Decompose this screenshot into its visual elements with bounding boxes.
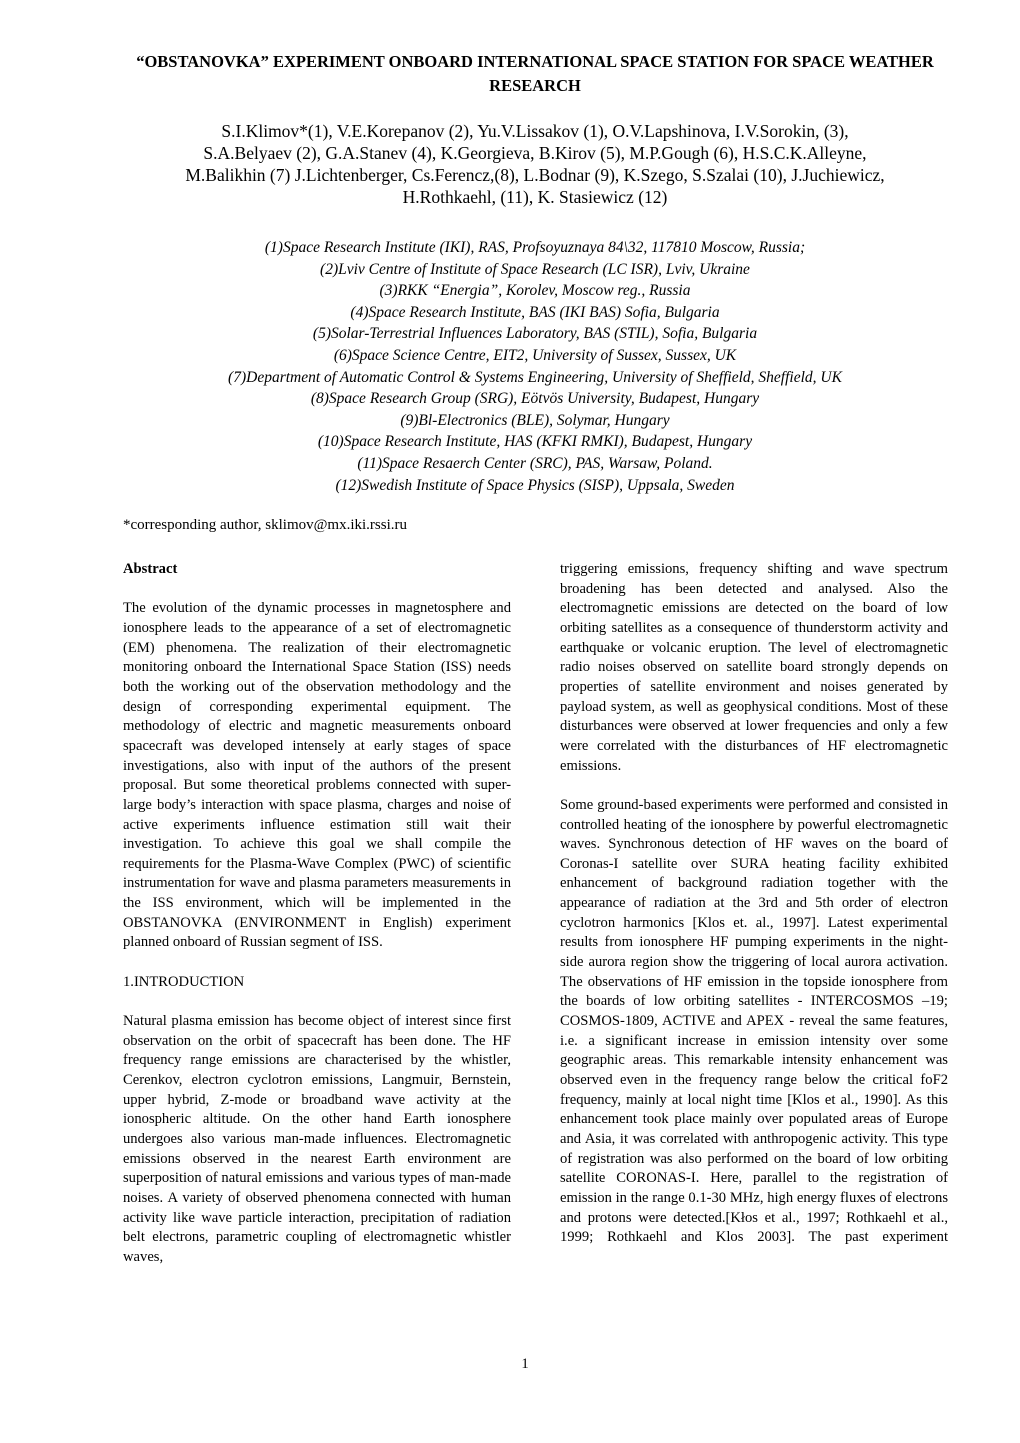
page-number: 1	[521, 1356, 529, 1372]
corresponding-author: *corresponding author, sklimov@mx.iki.rssi.ru	[123, 517, 408, 533]
affiliation-list	[100, 237, 970, 496]
affiliation: (6)Space Science Centre, EIT2, University of Sussex, Sussex, UK	[333, 346, 737, 364]
author-line: S.I.Klimov*(1), V.E.Korepanov (2), Yu.V.Lissakov (1), O.V.Lapshinova, I.V.Sorokin, (3),	[221, 121, 849, 141]
paragraph: triggering emissions, frequency shifting and wave spectrum broadening has been detected and analysed. Also the electromagnetic emissions are detected on the board of low orbiting satellites as a consequence of thunderstorm activity and earthquake or volcanic eruption. The level of electromagnetic radio noises observed on satellite board strongly depends on properties of satellite environment and noises generated by payload system, as well as geophysical conditions. Most of these disturbances were observed at lower frequencies and only a few were correlated with the disturbances of HF electromagnetic emissions.	[560, 561, 948, 774]
affiliation: (8)Space Research Group (SRG), Eötvös University, Budapest, Hungary	[310, 390, 760, 408]
author-line: M.Balikhin (7) J.Lichtenberger, Cs.Ferencz,(8), L.Bodnar (9), K.Szego, S.Szalai (10), J.Juchiewicz,	[185, 165, 885, 185]
abstract-heading: Abstract	[123, 561, 178, 577]
affiliation: (11)Space Resaerch Center (SRC), PAS, Warsaw, Poland.	[357, 454, 713, 472]
affiliation: (7)Department of Automatic Control & Systems Engineering, University of Sheffield, Sheffield, UK	[228, 368, 842, 386]
affiliation: (10)Space Research Institute, HAS (KFKI RMKI), Budapest, Hungary	[317, 433, 753, 451]
affiliation: (1)Space Research Institute (IKI), RAS, Profsoyuznaya 84\32, 117810 Moscow, Russia;	[264, 239, 806, 256]
affiliation: (12)Swedish Institute of Space Physics (SISP), Uppsala, Sweden	[335, 476, 735, 494]
left-column	[123, 560, 511, 1287]
affiliation: (2)Lviv Centre of Institute of Space Research (LC ISR), Lviv, Ukraine	[320, 260, 750, 278]
affiliation: (9)Bl-Electronics (BLE), Solymar, Hungary	[400, 411, 670, 429]
introduction-heading: 1.INTRODUCTION	[123, 973, 245, 990]
abstract-text: The evolution of the dynamic processes in magnetosphere and ionosphere leads to the appearance of a set of electromagnetic (EM) phenomena. The realization of their electromagnetic monitoring onboard the International Space Station (ISS) needs both the working out of the observation methodology and the design of corresponding experimental equipment. The methodology of electric and magnetic measurements onboard spacecraft was developed intensely at early stages of space investigations, also with input of the authors of the present proposal. But some theoretical problems connected with super-large body’s interaction with space plasma, charges and noise of active experiments influence estimation still wait their investigation. To achieve this goal we shall compile the requirements for the Plasma-Wave Complex (PWC) of scientific instrumentation for wave and plasma parameters measurements in the ISS environment, which will be implemented in the OBSTANOVKA (ENVIRONMENT in English) experiment planned onboard of Russian segment of ISS.	[123, 600, 511, 951]
paragraph: Some ground-based experiments were performed and consisted in controlled heating of the ionosphere by powerful electromagnetic waves. Synchronous detection of HF waves on the board of Coronas-I satellite over SURA heating facility exhibited enhancement of background radiation together with the appearance of radiation at the 3rd and 5th order of electron cyclotron harmonics [Klos et. al., 1997]. Latest experimental results from ionosphere HF pumping experiments in the night-side aurora region show the triggering of local aurora activation. The observations of HF emission in the topside ionosphere from the boards of low orbiting satellites - INTERCOSMOS –19; COSMOS-1809, ACTIVE and APEX - reveal the same features, i.e. a significant increase in emission intensity over some geographic areas. This remarkable intensity enhancement was observed even in the frequency range below the critical foF2 frequency, mainly at local night time [Klos et al., 1990]. As this enhancement took place mainly over populated areas of Europe and Asia, it was correlated with anthropogenic activity. This type of registration was also performed on the board of low orbiting satellite CORONAS-I. Here, parallel to the registration of emission in the range 0.1-30 MHz, high energy fluxes of electrons and protons were detected.[Kłos et al., 1997; Rothkaehl et al., 1999; Rothkaehl and Klos 2003]. The past experiment	[560, 796, 948, 1246]
affiliation: (4)Space Research Institute, BAS (IKI BAS) Sofia, Bulgaria	[350, 303, 720, 321]
paper-title: “OBSTANOVKA” EXPERIMENT ONBOARD INTERNATIONAL SPACE STATION FOR SPACE WEATHER RESEARCH	[136, 52, 934, 95]
affiliation: (5)Solar-Terrestrial Influences Laboratory, BAS (STIL), Sofia, Bulgaria	[312, 325, 758, 343]
affiliation: (3)RKK “Energia”, Korolev, Moscow reg., Russia	[379, 282, 691, 300]
introduction-text: Natural plasma emission has become object of interest since first observation on the orbit of spacecraft has been done. The HF frequency range emissions are characterised by the whistler, Cerenkov, electron cyclotron emissions, Langmuir, Bernstein, upper hybrid, Z-mode or broadband wave activity at the ionospheric altitude. On the other hand Earth ionosphere undergoes also various man-made influences. Electromagnetic emissions observed in the nearest Earth environment are superposition of natural emissions and various types of man-made noises. A variety of observed phenomena connected with human activity like wave particle interaction, precipitation of radiation belt electrons, parametric coupling of electromagnetic whistler waves,	[123, 1013, 511, 1265]
author-list	[100, 120, 970, 208]
right-column	[560, 560, 948, 1268]
author-line: H.Rothkaehl, (11), K. Stasiewicz (12)	[402, 187, 668, 207]
author-line: S.A.Belyaev (2), G.A.Stanev (4), K.Georgieva, B.Kirov (5), M.P.Gough (6), H.S.C.K.Alleyne,	[203, 143, 867, 163]
